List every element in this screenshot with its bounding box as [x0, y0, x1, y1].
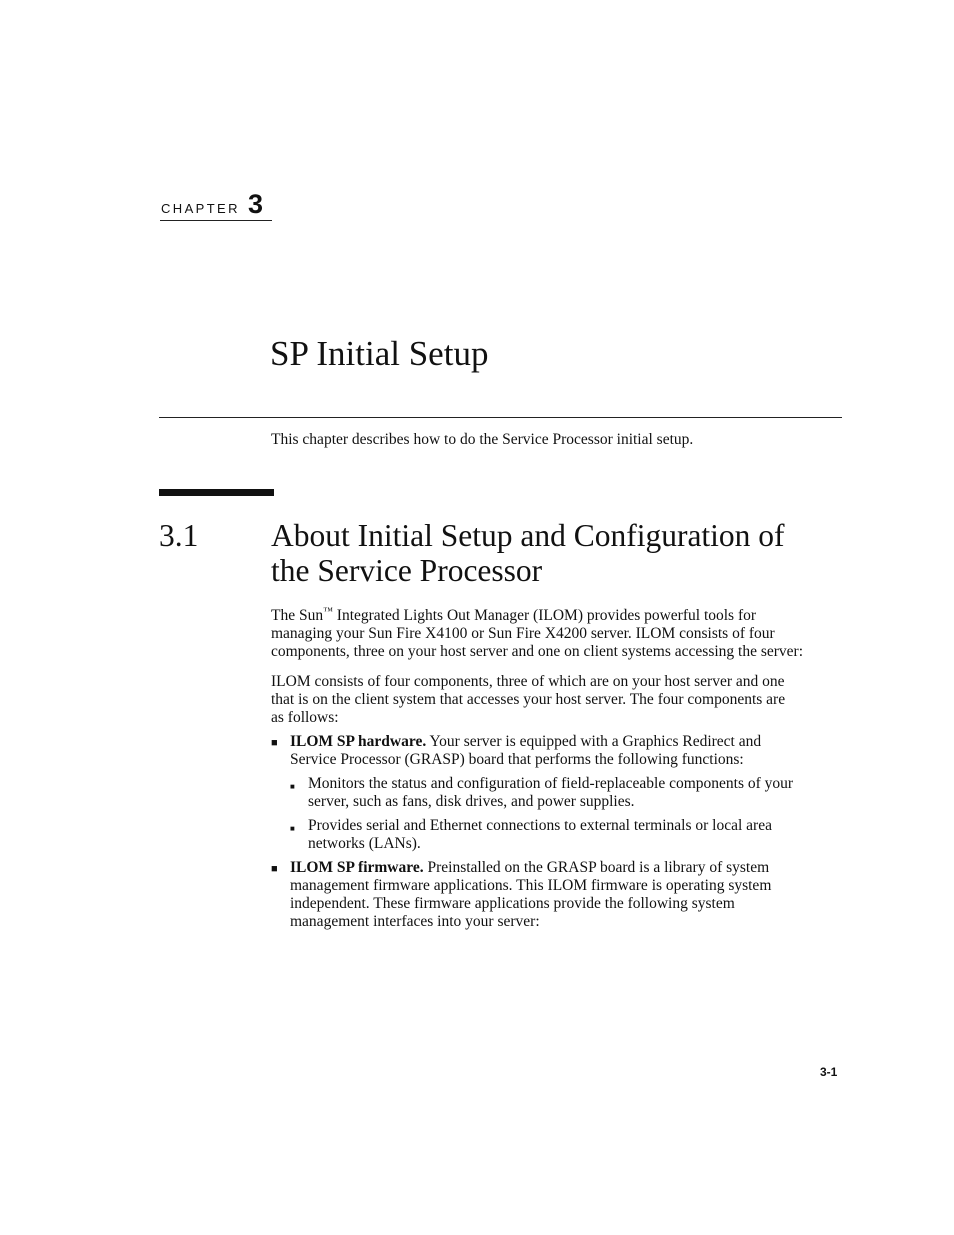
text-line: management interfaces into your server:: [290, 913, 540, 930]
text-line: Monitors the status and configuration of field-replaceable components of your: [308, 775, 794, 792]
chapter-word: CHAPTER: [161, 201, 240, 216]
text-line: Service Processor (GRASP) board that performs the following functions:: [290, 751, 744, 768]
chapter-title: SP Initial Setup: [270, 334, 489, 373]
chapter-label: [160, 189, 272, 221]
item-heading: ILOM SP hardware.: [290, 733, 427, 750]
text-line: networks (LANs).: [308, 835, 421, 852]
text-run: Preinstalled on the GRASP board is a library of system: [423, 859, 770, 876]
sub-bullet-square: ■: [290, 782, 295, 791]
chapter-intro: This chapter describes how to do the Service Processor initial setup.: [271, 431, 694, 448]
list-item-sp-hardware: [290, 733, 850, 769]
section-number: 3.1: [159, 518, 199, 553]
title-rule: [159, 417, 842, 418]
list-item-monitors: [308, 775, 848, 811]
text-line: management firmware applications. This ILOM firmware is operating system: [290, 877, 772, 894]
text-line: ILOM consists of four components, three of which are on your host server and one: [271, 673, 785, 690]
page-number: 3-1: [820, 1065, 838, 1079]
text-line: managing your Sun Fire X4100 or Sun Fire X4200 server. ILOM consists of four: [271, 625, 775, 642]
section-title-line: About Initial Setup and Configuration of: [271, 518, 785, 553]
text-run: The Sun: [271, 607, 324, 624]
text-line: server, such as fans, disk drives, and power supplies.: [308, 793, 635, 810]
text-line: components, three on your host server and one on client systems accessing the server:: [271, 643, 804, 660]
text-line: Provides serial and Ethernet connections to external terminals or local area: [308, 817, 772, 834]
section-title-line: the Service Processor: [271, 553, 543, 588]
text-line: as follows:: [271, 709, 339, 726]
paragraph-ilom-components: [271, 673, 851, 727]
section-bar: [159, 489, 274, 496]
text-run: Your server is equipped with a Graphics Redirect and: [426, 733, 762, 750]
list-item-connections: [308, 817, 848, 853]
text-run: Integrated Lights Out Manager (ILOM) provides powerful tools for: [332, 607, 757, 624]
sub-bullet-square: ■: [290, 824, 295, 833]
text-line: independent. These firmware applications provide the following system: [290, 895, 735, 912]
trademark-symbol: ™: [323, 606, 333, 617]
bullet-square: ■: [271, 863, 278, 875]
list-item-sp-firmware: [290, 859, 850, 931]
chapter-number: 3: [248, 189, 264, 219]
item-heading: ILOM SP firmware.: [290, 859, 424, 876]
paragraph-ilom-overview: [271, 607, 851, 661]
bullet-square: ■: [271, 737, 278, 749]
section-title: [271, 518, 851, 588]
text-line: that is on the client system that accesses your host server. The four components are: [271, 691, 786, 708]
